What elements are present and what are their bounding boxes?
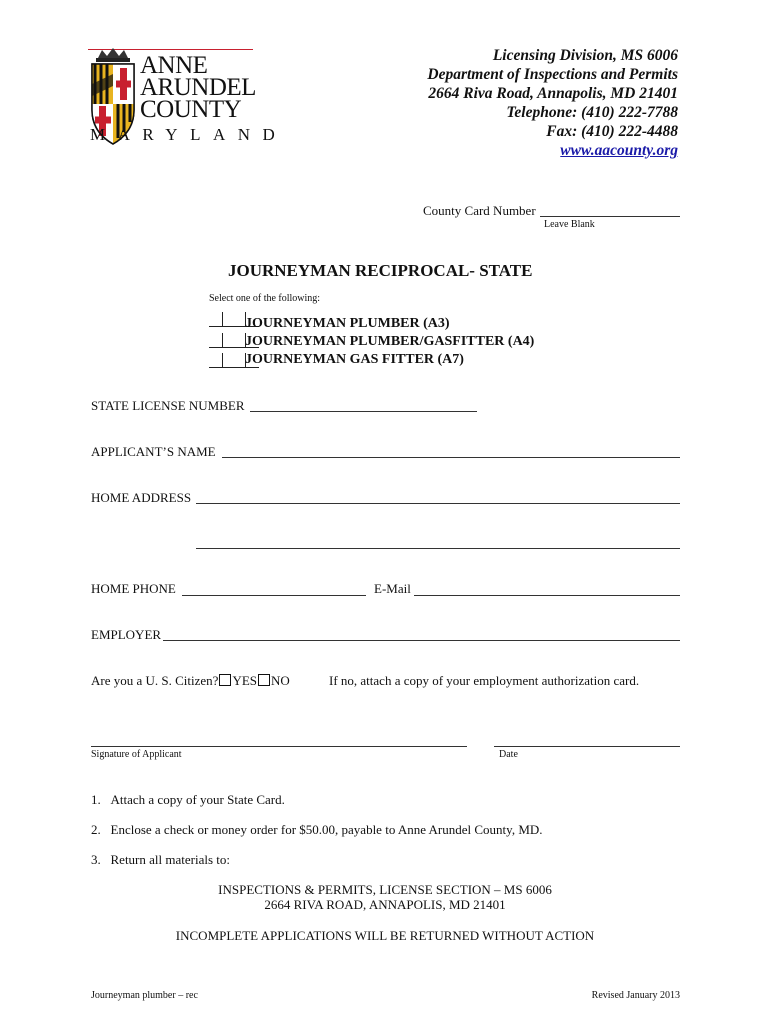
no-checkbox[interactable] (258, 674, 270, 686)
home-phone-field[interactable] (182, 595, 366, 596)
state-license-label: STATE LICENSE NUMBER (91, 398, 245, 413)
employer-label: EMPLOYER (91, 627, 162, 642)
option-a7-label: JOURNEYMAN GAS FITTER (A7) (245, 352, 464, 367)
home-address-field[interactable] (196, 503, 680, 504)
home-address-label: HOME ADDRESS (91, 490, 192, 505)
option-a7-blank[interactable] (222, 353, 246, 368)
state-license-field[interactable] (250, 411, 477, 412)
instruction-item-1: 1. Attach a copy of your State Card. (91, 792, 285, 807)
date-field[interactable] (494, 746, 680, 747)
home-address-field-2[interactable] (196, 548, 680, 549)
mail-address-line-1: INSPECTIONS & PERMITS, LICENSE SECTION – MS 6006 (218, 882, 552, 897)
citizen-note: If no, attach a copy of your employment authorization card. (329, 673, 640, 688)
county-card-label: County Card Number (423, 203, 536, 218)
option-a3-blank[interactable] (222, 312, 246, 327)
email-label: E-Mail (374, 581, 411, 596)
header-line-department: Department of Inspections and Permits (427, 66, 678, 83)
citizen-question-text: Are you a U. S. Citizen? (91, 673, 219, 688)
footer-left: Journeyman plumber – rec (91, 990, 198, 1001)
option-a3-label: JOURNEYMAN PLUMBER (A3) (245, 316, 450, 331)
county-card-field[interactable] (540, 216, 680, 217)
employer-field[interactable] (163, 640, 680, 641)
instruction-item-3: 3. Return all materials to: (91, 852, 230, 867)
form-title: JOURNEYMAN RECIPROCAL- STATE (228, 261, 533, 280)
option-a4-blank[interactable] (222, 333, 246, 348)
logo-word-anne: ANNE (140, 52, 208, 79)
signature-label: Signature of Applicant (91, 749, 182, 760)
instruction-item-2: 2. Enclose a check or money order for $50.00, payable to Anne Arundel County, MD. (91, 822, 543, 837)
yes-checkbox[interactable] (219, 674, 231, 686)
applicant-name-label: APPLICANT’S NAME (91, 444, 216, 459)
no-label: NO (271, 673, 290, 688)
footer-right: Revised January 2013 (591, 990, 680, 1001)
header-address-block (427, 46, 678, 160)
logo-word-county: COUNTY (140, 96, 242, 123)
header-line-telephone: Telephone: (410) 222-7788 (506, 104, 678, 121)
incomplete-warning: INCOMPLETE APPLICATIONS WILL BE RETURNED WITHOUT ACTION (175, 928, 595, 943)
website-link[interactable]: www.aacounty.org (560, 142, 678, 159)
logo-word-maryland: MARYLAND (90, 125, 288, 144)
yes-label: YES (232, 673, 258, 688)
logo-word-arundel: ARUNDEL (140, 74, 256, 101)
option-a4-label: JOURNEYMAN PLUMBER/GASFITTER (A4) (245, 334, 535, 349)
mail-address-line-2: 2664 RIVA ROAD, ANNAPOLIS, MD 21401 (264, 897, 506, 912)
date-label: Date (499, 749, 518, 760)
header-line-address: 2664 Riva Road, Annapolis, MD 21401 (428, 85, 678, 102)
header-line-division: Licensing Division, MS 6006 (492, 47, 678, 64)
home-phone-label: HOME PHONE (91, 581, 176, 596)
email-field[interactable] (414, 595, 680, 596)
citizen-question (91, 673, 290, 689)
signature-field[interactable] (91, 746, 467, 747)
select-instruction: Select one of the following: (209, 293, 321, 304)
county-card-hint: Leave Blank (544, 219, 595, 230)
applicant-name-field[interactable] (222, 457, 680, 458)
header-line-fax: Fax: (410) 222-4488 (546, 123, 678, 140)
